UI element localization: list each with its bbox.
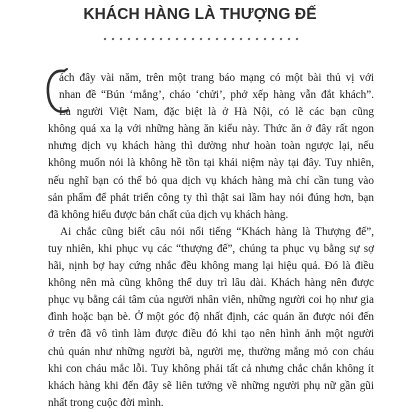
paragraph-1 <box>48 70 374 224</box>
text-line: ách đây vài năm, trên một trang báo mạng có một bài thủ vị với <box>59 72 374 84</box>
text-line: chủ quán như những người bà, người mẹ, thường mắng mỏ con cháu <box>48 345 374 358</box>
chapter-title: KHÁCH HÀNG LÀ THƯỢNG ĐẾ <box>83 6 317 23</box>
drop-cap <box>44 65 70 117</box>
text-line: nếu nghĩ bạn có thể bỏ qua dịch vụ khách hàng mà chỉ cần tung vào <box>48 174 374 187</box>
text-line: Là người Việt Nam, đặc biệt là ở Hà Nội, có lẽ các bạn cũng <box>59 106 374 119</box>
text-line: khi con cháu mắc lỗi. Tuy không phải tất cả nhưng chắc chắn không ít <box>48 362 374 375</box>
body-text <box>48 70 374 412</box>
text-line: nhất trong cuộc đời mình. <box>48 396 164 409</box>
paragraph-2 <box>48 224 374 412</box>
text-line: hãi, nịnh bợ hay cứng nhắc đều không mang lại hiệu quả. Đó là điều <box>48 260 374 273</box>
text-line: nhan đề “Bún ‘mắng’, cháo ‘chửi’, phở xếp hàng vẫn đắt khách”. <box>59 89 374 102</box>
text-line: đình hoặc bạn bè. Ở một góc độ nhất định, các quán ăn được nói đến <box>48 311 374 324</box>
text-line: ở trên đã vô tình làm được điều đó khi tạo nên hình ảnh một người <box>48 328 374 341</box>
text-line: sản phẩm để phát triển công ty thì thật sai lầm hay nói đúng hơn, bạn <box>48 191 374 204</box>
dotted-divider <box>100 37 300 41</box>
text-line: tuy nhiên, khi phục vụ các “thượng đế”, chúng ta phục vụ bằng sự sợ <box>48 242 374 255</box>
text-line: phục vụ bằng cái tâm của người nhân viên, những người coi họ như gia <box>48 294 374 307</box>
text-line: khách hàng khi đến đây sẽ liên tưởng về những người phụ nữ gần gũi <box>48 379 374 392</box>
text-line: không quá xa lạ với những hàng ăn kiểu này. Thức ăn ở đây rất ngon <box>48 123 374 136</box>
text-line: Ai chắc cũng biết câu nói nổi tiếng “Khách hàng là Thượng đế”, <box>60 225 374 238</box>
text-line: nhưng dịch vụ khách hàng thì dường như hoàn toàn ngược lại, nếu <box>48 140 374 153</box>
text-line: đã không hiểu được bản chất của dịch vụ khách hàng. <box>48 208 289 221</box>
text-line: không muốn nói là không hề tồn tại khái niệm này tại đây. Tuy nhiên, <box>48 157 374 170</box>
text-line: không nên mà cũng không thể duy trì lâu dài. Khách hàng nên được <box>48 277 374 290</box>
